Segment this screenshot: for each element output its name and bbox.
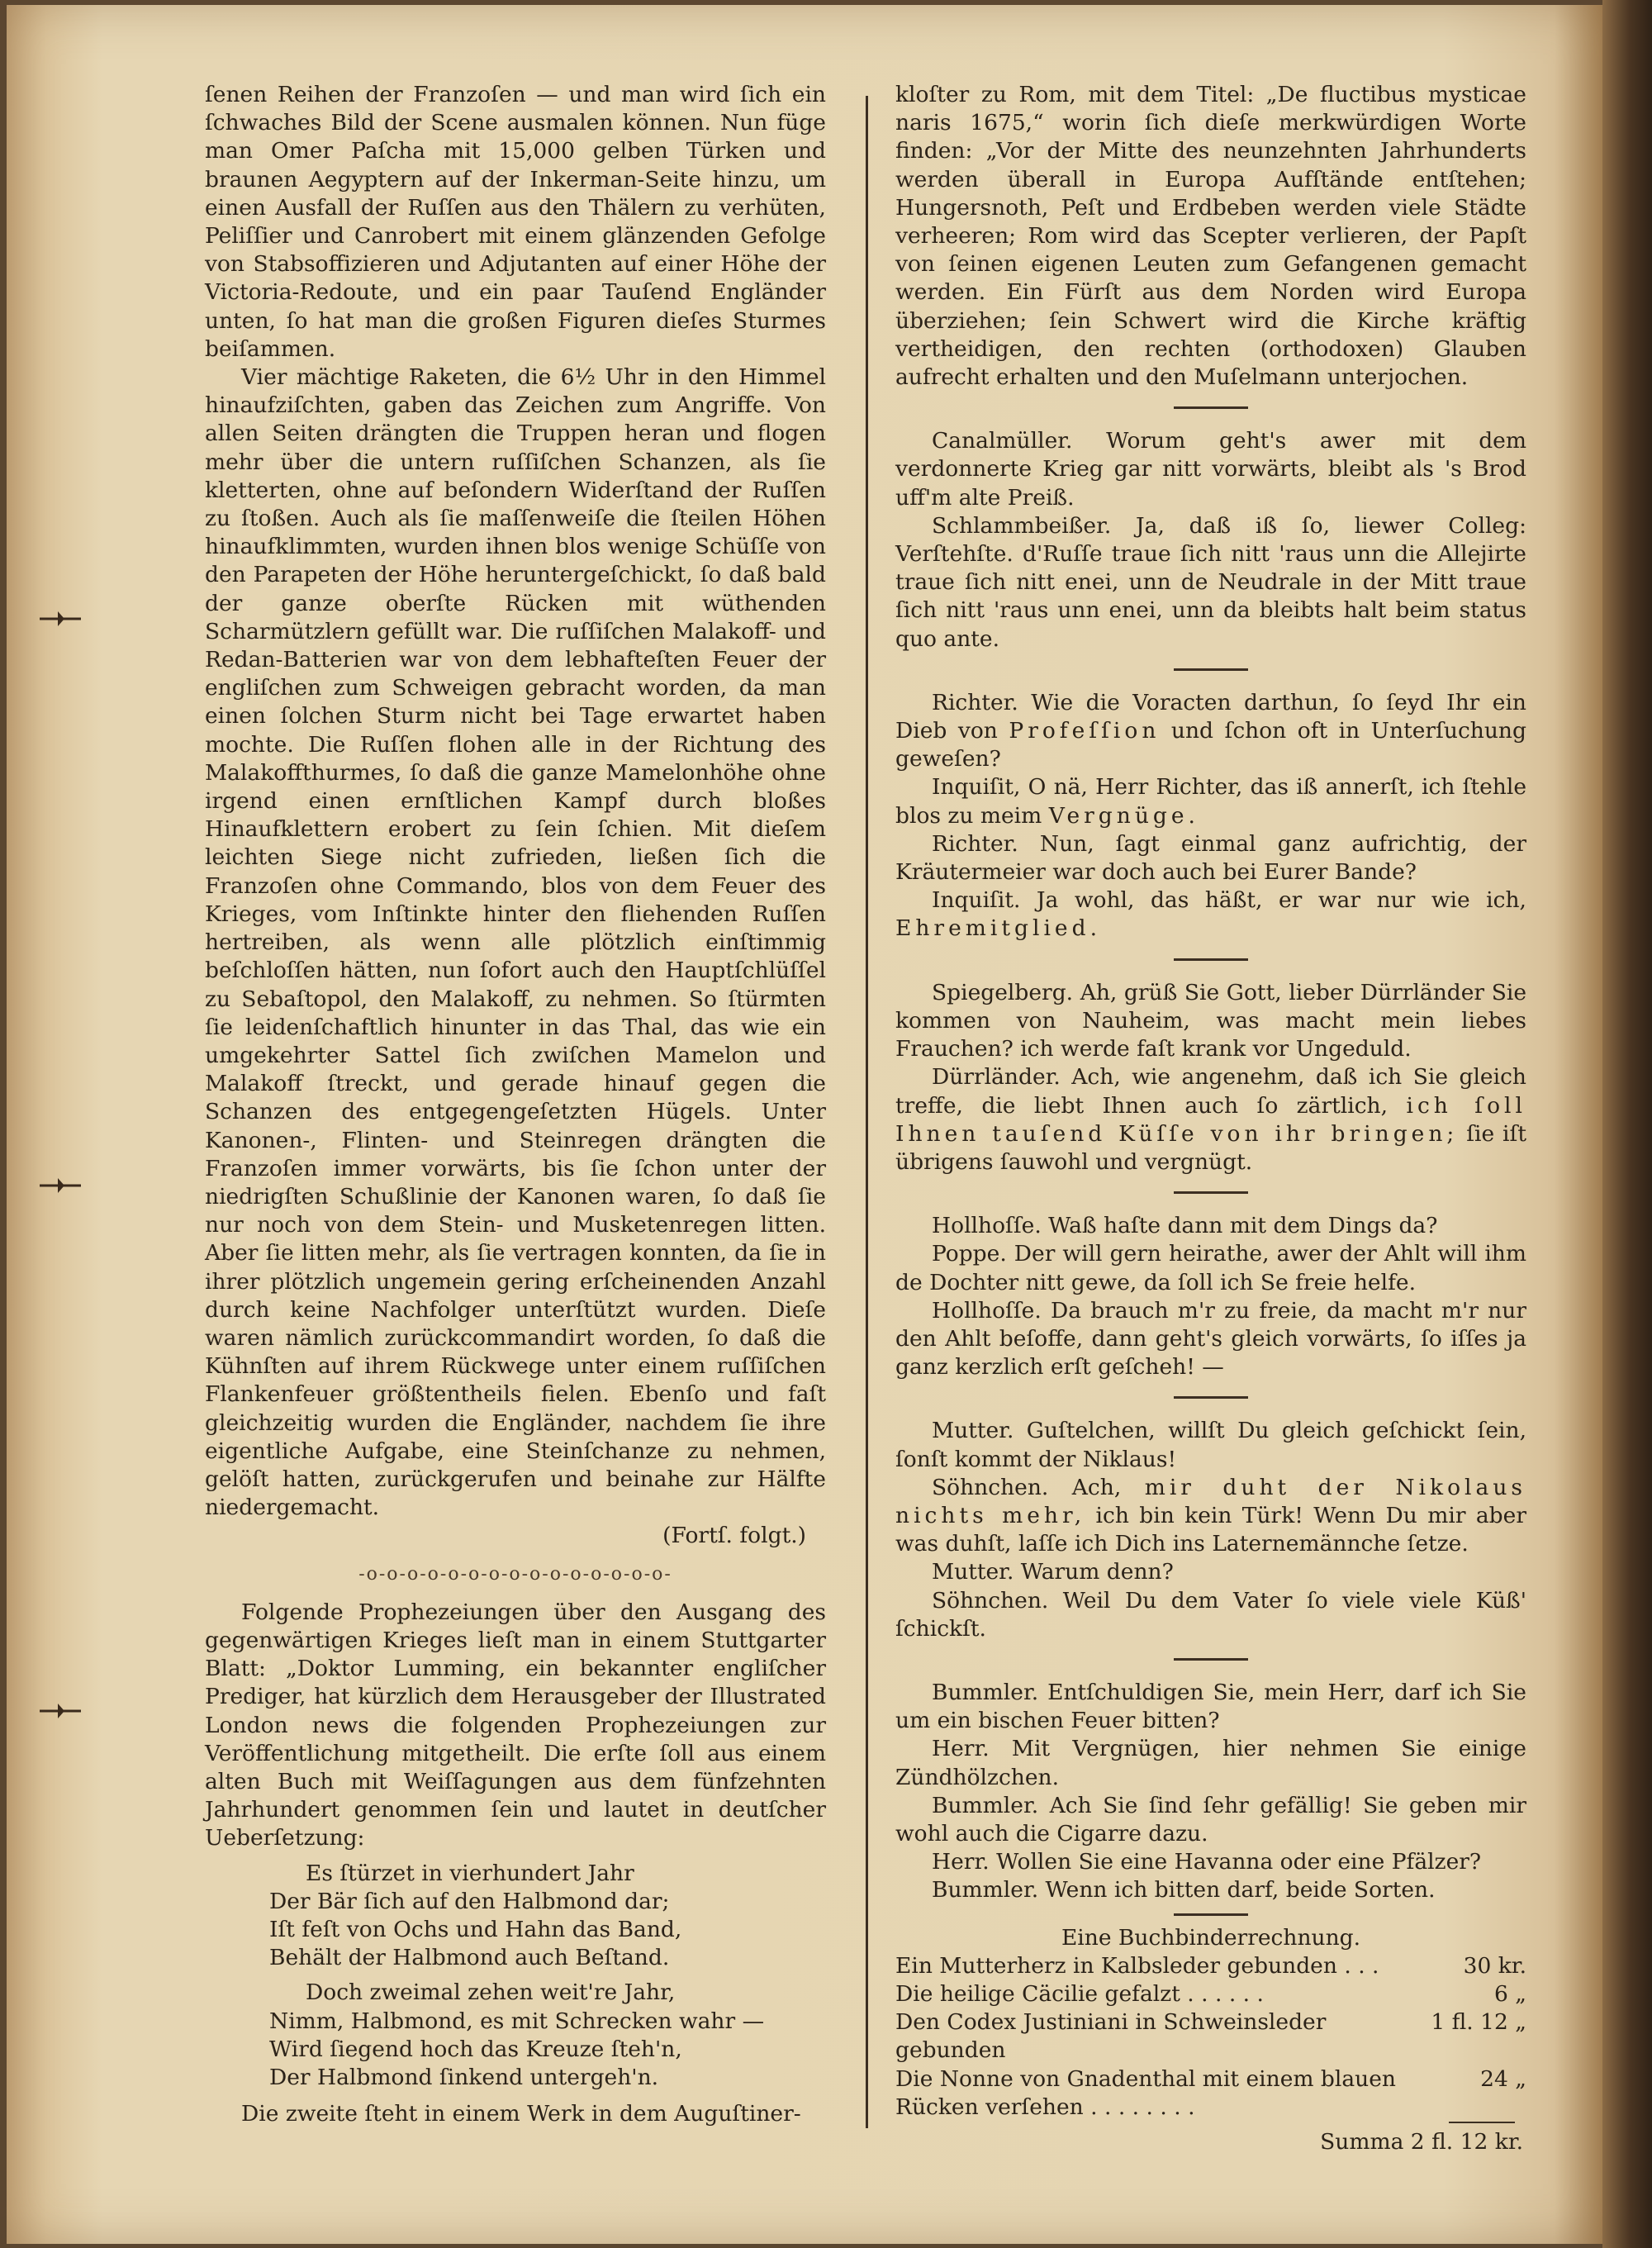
prophecy-poem [205, 1860, 826, 2093]
bill-amount: 6 „ [1493, 1980, 1526, 2007]
dialogue-line: Bummler. Ach Sie ſind ſehr gefällig! Sie geben mir wohl auch die Cigarre dazu. [895, 1792, 1526, 1846]
dialogue-line: Söhnchen. Weil Du dem Vater ſo viele viele Küß' ſchickſt. [895, 1587, 1526, 1642]
dialogue-line: Hollhoſſe. Waß haſte dann mit dem Dings da? [932, 1213, 1438, 1239]
dialogue-line: Herr. Wollen Sie eine Havanna oder eine Pfälzer? [932, 1849, 1482, 1875]
bill-amount: 30 kr. [1463, 1952, 1526, 1979]
book-spine [1602, 0, 1652, 2248]
dialogue-line: Spiegelberg. Ah, grüß Sie Gott, lieber Dürrländer Sie kommen von Nauheim, was macht mein liebes Frauchen? ich werde faſt krank vor Ungeduld. [895, 979, 1526, 1062]
stitch-mark-icon [40, 1175, 81, 1196]
article-paragraph: kloſter zu Rom, mit dem Titel: „De fluctibus mysticae naris 1675,“ worin ſich dieſe merkwürdigen Worte finden: „Vor der Mitte des neunzehnten Jahrhunderts werden überall in Europa Aufſtände entſtehen; Hungersnoth, Peſt und Erdbeben werden viele Städte verheeren; Rom wird das Scepter verlieren, der Papſt von ſeinen eigenen Leuten zum Gefangenen gemacht werden. Ein Fürſt aus dem Norden wird Europa überziehen; ſein Schwert wird die Kirche kräftig vertheidigen, den rechten (orthodoxen) Glauben aufrecht erhalten und den Muſelmann unterjochen. [895, 82, 1526, 391]
article-paragraph: Vier mächtige Raketen, die 6½ Uhr in den Himmel hinaufziſchten, gaben das Zeichen zum Angriffe. Von allen Seiten drängten die Truppen heran und flogen mehr über die untern ruſſiſchen Schanzen, als ſie kletterten, ohne auf beſondern Widerſtand der Ruſſen zu ſtoßen. Auch als ſie maſſenweiſe die ſteilen Höhen hinaufklimmten, wurden ihnen blos wenige Schüſſe von den Parapeten der Höhe heruntergeſchickt, ſo daß bald der ganze oberſte Rücken mit wüthenden Scharmützlern gefüllt war. Die ruſſiſchen Malakoff- und Redan-Batterien war von dem lebhafteſten Feuer der engliſchen zum Schweigen gebracht worden, da man einen ſolchen Sturm nicht bei Tage erwartet haben mochte. Die Ruſſen flohen alle in der Richtung des Malakoffthurmes, ſo daß die ganze Mamelonhöhe ohne irgend einen ernſtlichen Kampf durch bloßes Hinaufklettern erobert zu ſein ſchien. Mit dieſem leichten Siege nicht zufrieden, ließen ſich die Franzoſen ohne Commando, blos von dem Feuer des Krieges, vom Inſtinkte hinter den fliehenden Ruſſen hertreiben, als wenn alle plötzlich einſtimmig beſchloſſen hätten, nun ſofort auch den Hauptſchlüſſel zu Sebaſtopol, den Malakoff, zu nehmen. So ſtürmten ſie leidenſchaftlich hinunter in das Thal, das wie ein umgekehrter Sattel ſich zwiſchen Mamelon und Malakoff ſtreckt, und gerade hinauf gegen die Schanzen des entgegengeſetzten Hügels. Unter Kanonen-, Flinten- und Steinregen drängten die Franzoſen immer vorwärts, bis ſie ſchon unter der niedrigſten Schußlinie der Kanonen waren, ſo daß ſie nur noch von dem Stein- und Musketenregen litten. Aber ſie litten mehr, als ſie vertragen konnten, da ſie in ihrer plötzlich ungemein gering erſcheinenden Anzahl durch keine Nachfolger unterſtützt wurden. Dieſe waren nämlich zurückcommandirt worden, ſo daß die Kühnſten auf ihrem Rückwege unter einem ruſſiſchen Flankenfeuer größtentheils fielen. Ebenſo und faſt gleichzeitig wurden die Engländer, nachdem ſie ihre eigentliche Aufgabe, eine Steinſchanze zu nehmen, gelöſt hatten, zurückgerufen und beinahe zur Hälfte niedergemacht. [205, 364, 826, 1521]
section-rule [1174, 1396, 1248, 1399]
column-divider [866, 96, 868, 2128]
section-rule [1174, 958, 1248, 961]
bill-title: Eine Buchbinderrechnung. [1061, 1924, 1361, 1951]
poem-line: Es ſtürzet in vierhundert Jahr [306, 1860, 634, 1886]
prophecy-intro: Folgende Prophezeiungen über den Ausgang des gegenwärtigen Krieges lieſt man in einem Stuttgarter Blatt: „Doktor Lumming, ein bekannter engliſcher Prediger, hat kürzlich dem Herausgeber der Illustrated London news die folgenden Prophezeiungen zur Veröffentlichung mitgetheilt. Die erſte ſoll aus einem alten Buch mit Weiſſagungen aus dem fünfzehnten Jahrhundert genommen ſein und lautet in deutſcher Ueberſetzung: [205, 1599, 826, 1851]
poem-stanza [269, 1979, 826, 2092]
section-rule [1174, 1658, 1248, 1661]
poem-line: Der Bär ſich auf den Halbmond dar; [269, 1888, 670, 1914]
newspaper-page [7, 5, 1602, 2244]
bill-row [895, 2065, 1526, 2122]
dialogue-line: Poppe. Der will gern heirathe, awer der Ahlt will ihm de Dochter nitt gewe, da ſoll ich Se freie helfe. [895, 1241, 1526, 1295]
section-rule [1174, 1913, 1248, 1916]
section-rule [1174, 1191, 1248, 1194]
bill-total: Summa 2 fl. 12 kr. [1320, 2129, 1523, 2155]
right-column [895, 81, 1526, 2156]
dialogue-line: Dürrländer. Ach, wie angenehm, daß ich Sie gleich treffe, die liebt Ihnen auch ſo zärtlich, ich ſoll Ihnen tauſend Küſſe von ihr bringen; ſie iſt übrigens ſauwohl und vergnügt. [895, 1064, 1526, 1175]
bill-item: Den Codex Justiniani in Schweinsleder gebunden [895, 2009, 1327, 2064]
dialogue-line: Mutter. Warum denn? [932, 1559, 1174, 1585]
continuation-note: (Fortſ. folgt.) [662, 1523, 806, 1549]
bill-item: Die heilige Cäcilie gefalzt . . . . . . [895, 1980, 1264, 2007]
poem-line: Iſt feſt von Ochs und Hahn das Band, [269, 1917, 682, 1942]
bill-amount: 24 „ [1480, 2065, 1526, 2092]
section-rule [1174, 406, 1248, 409]
bill-item: Die Nonne von Gnadenthal mit einem blauen Rücken verſehen . . . . . . . . [895, 2065, 1396, 2120]
dialogue-line: Inquiſit, O nä, Herr Richter, das iß annerſt, ich ſtehle blos zu meim Vergnüge. [895, 774, 1526, 829]
article-paragraph: Die zweite ſteht in einem Werk in dem Auguſtiner- [241, 2101, 801, 2127]
dialogue-line: Inquiſit. Ja wohl, das häßt, er war nur wie ich, Ehremitglied. [895, 887, 1526, 942]
section-rule [1174, 668, 1248, 671]
dialogue-line: Canalmüller. Worum geht's awer mit dem verdonnerte Krieg gar nitt vorwärts, bleibt als 's Brod uff'm alte Preiß. [895, 428, 1526, 511]
dialogue-line: Schlammbeißer. Ja, daß iß ſo, liewer Colleg: Verſtehſte. d'Ruſſe traue ſich nitt 'raus unn die Allejirte traue ſich nitt enei, unn de Neudrale in der Mitt traue ſich nitt 'raus unn enei, unn da bleibts halt beim status quo ante. [895, 512, 1526, 652]
dialogue-line: Richter. Nun, ſagt einmal ganz aufrichtig, der Kräutermeier war doch auch bei Eurer Bande? [895, 830, 1526, 886]
dialogue-line: Bummler. Entſchuldigen Sie, mein Herr, darf ich Sie um ein bischen Feuer bitten? [895, 1679, 1526, 1734]
dialogue-line: Söhnchen. Ach, mir duht der Nikolaus nichts mehr, ich bin kein Türk! Wenn Du mir aber was duhſt, laſſe ich Dich ins Laternemännche ſetze. [895, 1474, 1526, 1557]
dialogue-line: Bummler. Wenn ich bitten darf, beide Sorten. [932, 1877, 1436, 1903]
stitch-mark-icon [40, 1700, 81, 1722]
stitch-mark-icon [40, 608, 81, 630]
poem-line: Behält der Halbmond auch Beſtand. [269, 1945, 670, 1971]
bill-item: Ein Mutterherz in Kalbsleder gebunden . . . [895, 1952, 1379, 1979]
poem-line: Wird ſiegend hoch das Kreuze ſteh'n, [269, 2036, 682, 2062]
poem-line: Der Halbmond ſinkend untergeh'n. [269, 2065, 659, 2091]
bookbinder-bill [895, 1924, 1526, 2157]
poem-line: Nimm, Halbmond, es mit Schrecken wahr — [269, 2008, 765, 2034]
bill-row [895, 1980, 1526, 2008]
article-paragraph: ſenen Reihen der Franzoſen — und man wird ſich ein ſchwaches Bild der Scene ausmalen können. Nun füge man Omer Paſcha mit 15,000 gelben Türken und braunen Aegyptern auf der Inkerman-Seite hinzu, um einen Ausfall der Ruſſen aus den Thälern zu verhüten, Peliſſier und Canrobert mit einem glänzenden Gefolge von Stabsoffizieren und Adjutanten auf einer Höhe der Victoria-Redoute, und ein paar Tauſend Engländer unten, ſo hat man die großen Figuren dieſes Sturmes beiſammen. [205, 82, 826, 362]
dialogue-line: Mutter. Guſtelchen, willſt Du gleich geſchickt ſein, ſonſt kommt der Niklaus! [895, 1418, 1526, 1472]
ornament-divider: -o-o-o-o-o-o-o-o-o-o-o-o-o-o-o- [358, 1563, 672, 1585]
poem-stanza [269, 1860, 826, 1973]
poem-line: Doch zweimal zehen weit're Jahr, [306, 1979, 676, 2006]
bill-row [895, 2008, 1526, 2065]
dialogue-line: Herr. Mit Vergnügen, hier nehmen Sie einige Zündhölzchen. [895, 1736, 1526, 1790]
bill-underline [1449, 2122, 1515, 2123]
bill-row [895, 1952, 1526, 1980]
left-column [205, 81, 826, 2128]
bill-amount: 1 fl. 12 „ [1431, 2009, 1526, 2036]
dialogue-line: Richter. Wie die Voracten darthun, ſo ſeyd Ihr ein Dieb von Profeſſion und ſchon oft in Unterſuchung geweſen? [895, 689, 1526, 772]
dialogue-line: Hollhoſſe. Da brauch m'r zu freie, da macht m'r nur den Ahlt beſoffe, dann geht's gleich vorwärts, ſo iſſes ja ganz kerzlich erſt geſcheh! — [895, 1297, 1526, 1381]
